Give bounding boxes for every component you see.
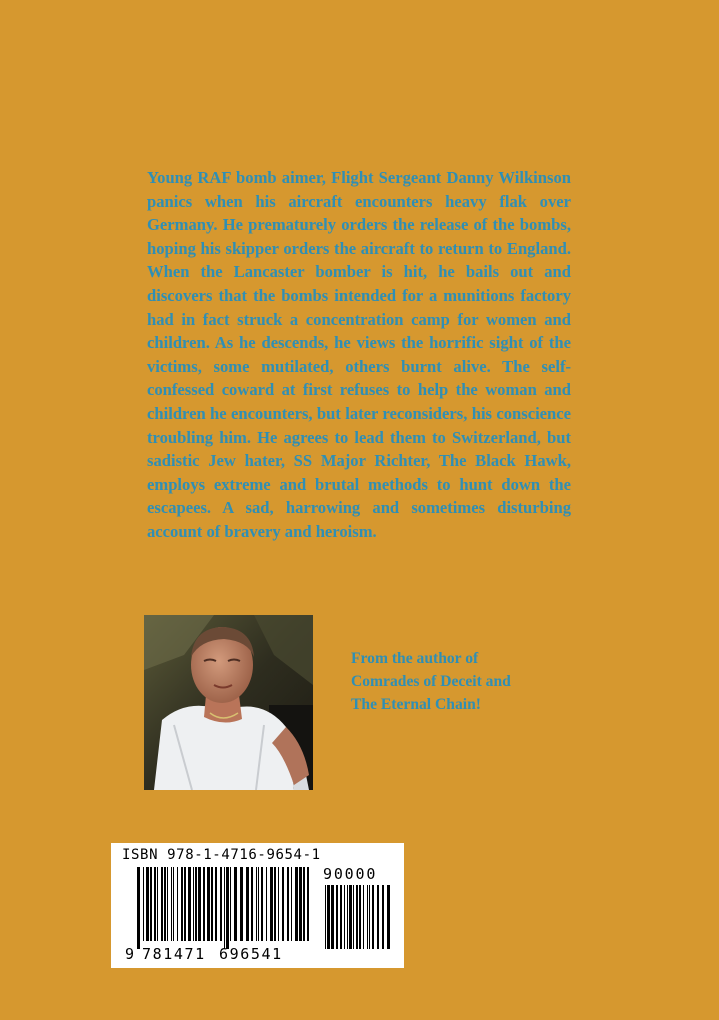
barcode-bar <box>282 867 284 941</box>
barcode-bar <box>188 867 191 941</box>
barcode-bar <box>291 867 292 941</box>
barcode-bar <box>207 867 210 941</box>
barcode-bar <box>251 867 253 941</box>
barcode-bar <box>234 867 237 941</box>
barcode-bar <box>344 885 345 949</box>
barcode-bar <box>161 867 163 941</box>
barcode-bar <box>167 867 168 941</box>
ean-first-digit: 9 <box>125 945 135 963</box>
author-photo <box>144 615 313 790</box>
barcode-bar <box>299 867 302 941</box>
barcode-bar <box>240 867 243 941</box>
back-cover-blurb: Young RAF bomb aimer, Flight Sergeant Danny Wilkinson panics when his aircraft encounters heavy flak over Germany. He prematurely orders the release of the bombs, hoping his skipper orders the aircraft to return to England. When the Lancaster bomber is hit, he bails out and discovers that the bombs intended for a munitions factory had in fact struck a concentration camp for women and children. As he descends, he views the horrific sight of the victims, some mutilated, others burnt alive. The self-confessed coward at first refuses to help the woman and children he encounters, but later reconsiders, his conscience troubling him. He agrees to lead them to Switzerland, but sadistic Jew hater, SS Major Richter, The Black Hawk, employs extreme and brutal methods to hunt down the escapees. A sad, harrowing and sometimes disturbing account of bravery and heroism. <box>147 168 571 541</box>
barcode-bar <box>220 867 222 941</box>
addon-barcode-bars <box>325 885 391 949</box>
barcode-bar <box>274 867 276 941</box>
barcode-bar <box>369 885 370 949</box>
barcode-bar <box>307 867 309 941</box>
barcode-bar <box>287 867 289 941</box>
barcode-bar <box>387 885 390 949</box>
barcode-bar <box>157 867 158 941</box>
author-promo-text <box>351 647 611 716</box>
barcode-bar <box>325 885 326 949</box>
barcode-bar <box>195 867 197 941</box>
isbn-number: ISBN 978-1-4716-9654-1 <box>122 847 321 863</box>
barcode-bar <box>184 867 186 941</box>
barcode-bar <box>143 867 144 941</box>
barcode-bar <box>356 885 358 949</box>
barcode-bar <box>226 867 229 949</box>
barcode-bar <box>331 885 334 949</box>
promo-line: Comrades of Deceit and <box>351 673 511 690</box>
barcode-bar <box>173 867 174 941</box>
barcode-bar <box>224 867 225 949</box>
barcode-bar <box>181 867 183 941</box>
barcode-bar <box>256 867 257 941</box>
barcode-bar <box>146 867 149 941</box>
barcode-bar <box>327 885 330 949</box>
price-addon-number: 90000 <box>323 865 378 883</box>
barcode-bar <box>340 885 342 949</box>
barcode-bar <box>193 867 194 941</box>
barcode-bar <box>137 867 140 949</box>
barcode-bar <box>367 885 368 949</box>
barcode-bar <box>171 867 172 941</box>
barcode-bar <box>246 867 249 941</box>
barcode-bar <box>295 867 298 941</box>
barcode-bar <box>230 867 231 941</box>
isbn-barcode <box>111 843 404 968</box>
ean-left-digits: 781471 <box>142 945 206 963</box>
ean-right-digits: 696541 <box>219 945 283 963</box>
barcode-bar <box>336 885 338 949</box>
author-portrait-image <box>144 615 313 790</box>
barcode-bar <box>303 867 305 941</box>
barcode-bar <box>177 867 178 941</box>
barcode-bar <box>353 885 354 949</box>
barcode-bar <box>154 867 156 941</box>
promo-line: The Eternal Chain! <box>351 696 481 713</box>
barcode-bar <box>258 867 259 941</box>
barcode-bar <box>164 867 166 941</box>
barcode-bar <box>203 867 205 941</box>
barcode-bar <box>266 867 267 941</box>
barcode-bar <box>349 885 352 949</box>
barcode-bar <box>347 885 348 949</box>
ean-barcode-bars <box>137 867 313 949</box>
barcode-bar <box>261 867 263 941</box>
barcode-bar <box>377 885 379 949</box>
barcode-bar <box>215 867 217 941</box>
barcode-bar <box>270 867 273 941</box>
barcode-bar <box>382 885 384 949</box>
barcode-bar <box>211 867 213 941</box>
promo-line: From the author of <box>351 650 479 667</box>
barcode-bar <box>198 867 201 941</box>
barcode-bar <box>278 867 279 941</box>
barcode-bar <box>363 885 364 949</box>
barcode-bar <box>359 885 361 949</box>
barcode-bar <box>372 885 374 949</box>
barcode-bar <box>150 867 152 941</box>
